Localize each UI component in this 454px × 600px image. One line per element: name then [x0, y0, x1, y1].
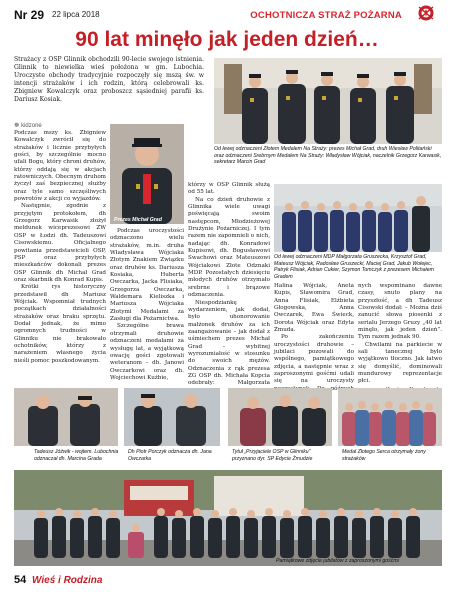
photo-row-1: [14, 388, 118, 446]
caption-mdp: Od lewej odznaczeni MDP Małgorzata Gruszecka, Krzysztof Grad, Mateusz Wójciak, Radosław Gruszecki, Maciej Grad, Jakub Wołejec, Patryk Flisiak, Adrian Cukier, Szymon Tomczyk z prezesem Michałem Gradem: [274, 254, 434, 280]
photo-row-3-image: [228, 388, 332, 446]
kidzone-label: kidzone: [21, 123, 42, 129]
photo-row-3: [228, 388, 332, 446]
article-lead: Strażacy z OSP Glinnik obchodzili 90-lecie swojego istnienia. Glinnik to niewielka wieś położona w gm. Lubochia. Uroczyste obchody tradycyjnie rozpoczęły się mszą św. w intencji strażaków i ich rodzin, którą celebrowali ks. Zbigniew Kowalczyk oraz proboszcz sąsiedniej parafii ks. Dariusz Kosiak.: [14, 56, 204, 103]
kidzone-icon: ☸: [14, 123, 20, 129]
photo-row-1-image: [14, 388, 118, 446]
kidzone-tag: [14, 122, 42, 129]
photo-row-4: [338, 388, 442, 446]
page-number: 54: [14, 574, 27, 586]
fire-brigade-emblem-icon: [416, 4, 436, 22]
article-column-1: [14, 130, 106, 365]
caption-row-4: Medal Złotego Serca otrzymały żony strażaków: [342, 449, 426, 462]
paragraph: Następnie, zgodnie z przyjętym protokołem, dh Grzegorz Karwasik złożył meldunek wiceprezesowi ZW OSP w Łodzi dh. Tadeuszowi Cisowskiemu. Oficjalnego powitania przedstawicieli OSP, PSP oraz przybyłych mieszkańców dokonali prezes OSP Glinnik dh Michał Grad oraz skarbnik dh Konrad Kupis.: [14, 203, 106, 283]
photo-medal-recipients-image: [214, 58, 442, 144]
photo-group-image: [14, 470, 442, 566]
paragraph: nych wspominano dawne czasy, snuto plany na przyszłość, a dh Tadeusz Cisowski dodał: – Można dziś zanucić słowa piosenki z serialu Jerzego Gruzy „40 lat minęło, jak jeden dzień”. Tym razem jednak 90.: [358, 283, 442, 341]
photo-row-2-image: [124, 388, 220, 446]
paragraph: Szczególne brawa otrzymali druhowie odznaczeni medalami za wysługę lat, a wyjątkową owację gości zgotowali weteranom – dh. Janowi Owczarkowi oraz dh. Wojciechowi Kuźbie,: [110, 323, 184, 381]
photo-medal-recipients: [214, 58, 442, 144]
issue-number: Nr 29: [14, 8, 45, 22]
paragraph: Niespodziankę wydarzeniem, jak dodał, było uhonorowanie małżonek druhów za ich zaangażowanie – jak dodał z uśmiechem prezes Michał Grad – wybitnej wyrozumiałość w stosunku do swoich mężów. Odznaczenia z rąk prezesa ZG OSP dh. Michała Kopcia odebrały: Małgorzata: [188, 299, 270, 387]
paragraph: Podczas mszy ks. Zbigniew Kowalczyk zwrócił się do strażaków i licznie przybyłych gości, by szczególnie mocno ufali Bogu, który chroni druhów, którzy oddają się w akcjach ratowniczych. Obecnym druhom życzył zaś bezpiecznej służby oraz tyle samo szczęśliwych powrotów z akcji co wyjazdów.: [14, 130, 106, 203]
paragraph: Po zakończeniu uroczystości druhowie – jubilaci pozowali do wspólnego, pamiątkowego zdjęcia, a następnie wraz z zaproszonymi gośćmi udali się na uroczysty: [274, 334, 354, 385]
photo-row-4-image: [338, 388, 442, 446]
paragraph: Krótki rys historyczny przedstawił dh Mariusz Wójciak. Wspomniał trudnych początkach działalności strażaków oraz braku sprzętu. Dodał jednak, że mimo ogromnych trudności w Glinniku nie brakowało ochotników, którzy z narażeniem własnego życia nieśli pomoc poszkodowanym.: [14, 284, 106, 364]
photo-row-2: [124, 388, 220, 446]
article-column-2: [188, 182, 270, 395]
section-title: OCHOTNICZA STRAŻ POŻARNA: [250, 10, 402, 21]
magazine-name: Wieś i Rodzina: [32, 575, 103, 586]
paragraph: Chwilami na parkiecie w sali tanecznej było wyjątkowo tłoczno. Jak łatwo się domyślić, dominowali mundurowy reprezentacje płci.: [358, 341, 442, 385]
caption-row-3: Tytuł „Przyjaciele OSP w Glinniku” przyznano dyr. SP Edycie Żmudzie: [232, 449, 313, 462]
caption-row-2: Dh Piotr Porczyk odznacza dh. Jana Owczarka: [128, 449, 212, 462]
article-column-3: [274, 283, 354, 401]
photo-mdp-image: [274, 184, 442, 252]
caption-prezes: Prezes Michał Grad: [114, 217, 162, 223]
article-column-mid: [110, 228, 184, 382]
caption-bottom-photo: Pamiątkowe zdjęcie jubilatów z zaproszonymi gośćmi: [276, 558, 399, 564]
article-column-4: [358, 283, 442, 394]
photo-prezes: [110, 124, 184, 224]
photo-prezes-image: [110, 124, 184, 224]
paragraph: Na co dzień druhowie z Glinnika wiele uwagi poświęcają swoim następcom, Młodzieżowej Drużynie Pożarniczej. I tym razem nie zapomnieli o nich, nadając dh. Konradowi Kupisowi, dh. Bogusławowi Swachowi oraz Mateuszowi Wójciakowi Złote Odznaki MDP. Pozostałych dziesięciu młodych druhów otrzymało srebrne i brązowe odznaczenia.: [188, 196, 270, 299]
photo-mdp: [274, 184, 442, 252]
photo-group: [14, 470, 442, 566]
caption-top-photo: Od lewej odznaczeni Złotem Medalem Na Straży: prezes Michał Grad, druh Wiesław Politański oraz odznaczeni Srebrnym Medalem Na Straży: Władysław Wójciak, naczelnik Grzegorz Karwasik, sekretarz Marcin Grad: [214, 146, 442, 166]
paragraph: Podczas uroczystości odznaczono wielu strażaków, m.in. druha Władysława Wójciaka Złotym Znakiem Związku oraz druhów ks. Dariusza Kosiaka, Huberta Owczarka, Jacka Flisiaka, Grzegorza Owczarka, Waldemara Kieliszka i Mariusza Wójciaka Złotymi Medalami za Zasługi dla Pożarnictwa.: [110, 228, 184, 323]
article-title: 90 lat minęło jak jeden dzień…: [75, 28, 379, 51]
paragraph: którzy w OSP Glinnik służą od 55 lat.: [188, 182, 270, 196]
issue-date: 22 lipca 2018: [52, 10, 100, 19]
caption-row-1: Tadeusz Jóźwik - wojtem. Lubochnia odznaczał dh. Marcina Grada: [34, 449, 119, 462]
paragraph: Halina Wójciak, Aneta Kupis, Sławomira Grad, Anna Flisiak, Elżbieta Głogowska, Anna Owczarek, Ewa Świeck, Dorota Wójciak oraz Edyta Żmuda.: [274, 283, 354, 334]
